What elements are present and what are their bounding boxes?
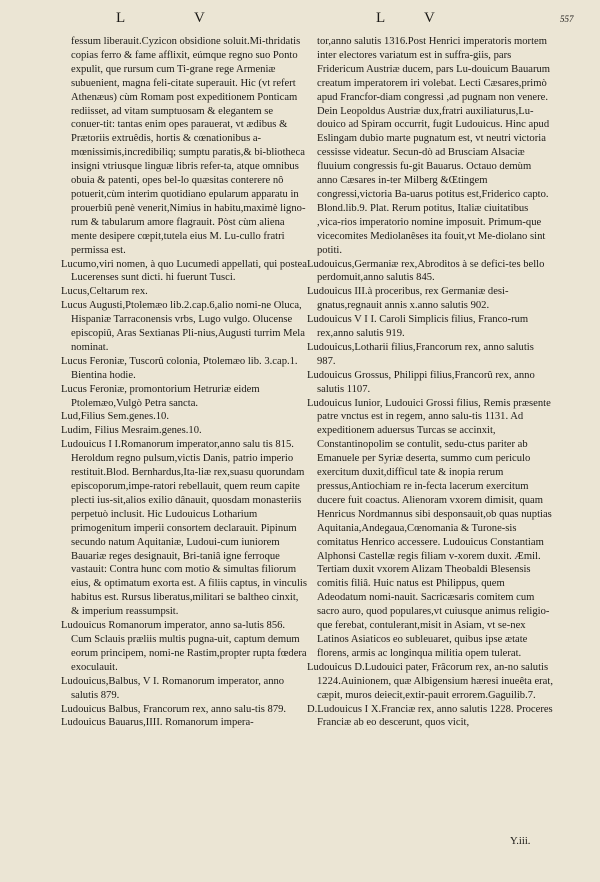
entry-paragraph: Ludouicus Balbus, Francorum rex, anno salu-tis 879. — [61, 703, 287, 715]
entry-paragraph: Lucus Feroniæ, promontorium Hetruriæ eidem Ptolemæo,Vulgò Petra sancta. — [61, 383, 260, 409]
header-letter-v-left: V — [194, 10, 206, 26]
page-number: 557 — [560, 14, 574, 24]
entry-paragraph: Lucus,Celtarum rex. — [61, 286, 148, 298]
entry-paragraph: Lucus Feroniæ, Tuscorû colonia, Ptolemæo lib. 3.cap.1. Bientina hodie. — [61, 355, 298, 381]
entry-paragraph: Ludouicus,Germaniæ rex,Abroditos à se defici-tes bello perdomuit,anno salutis 845. — [307, 258, 545, 284]
signature-mark: Y.iii. — [510, 836, 531, 847]
running-header — [0, 10, 600, 32]
entry-paragraph: Lucumo,viri nomen, à quo Lucumedi appellati, qui postea Lucerenses sunt dicti. hi fuerunt Tusci. — [61, 258, 307, 284]
entry-paragraph: Ludouicus V I I. Caroli Simplicis filius, Franco-rum rex,anno salutis 919. — [307, 314, 529, 340]
entry-paragraph: Ludouicus III.à proceribus, rex Germaniæ desi-gnatus,regnauit annis x.anno salutis 902. — [307, 286, 509, 312]
entry-paragraph: Lud,Filius Sem.genes.10. — [61, 411, 169, 423]
entry-paragraph: D.Ludouicus I X.Franciæ rex, anno salutis 1228. Proceres Franciæ ab eo descerunt, quos vicit, — [307, 703, 553, 729]
entry-paragraph: Ludouicus Grossus, Philippi filius,Francorû rex, anno salutis 1107. — [307, 369, 535, 395]
entry-paragraph: Ludouicus,Lotharii filius,Francorum rex, anno salutis 987. — [307, 341, 534, 367]
entry-paragraph: tor,anno salutis 1316.Post Henrici imperatoris mortem inter electores variatum est in suffra-giis, pars Fridericum Austriæ ducem, pars Lu-douicum Bauarum creatum imperatorem iri volebat. Lecti Cæsares,primò apud Francfor-diam congressi ,ad pugnam non venere. Dein Leopoldus Austriæ dux,fratri auxiliaturus,Lu-douico ad Spiram occurrit, fugit Ludouicus. Hinc apud Eslingam dubio marte pugnatum est, vt neutri victoria cessisse videatur. Secun-dò ad Brusciam Alsaciæ fluuium congressis fu-git Bauarus. Octauo demùm anno Cæsares in-ter Milberg &Œtingem congressi,victoria Ba-uarus potitus est,Friderico capto. Blond.lib.9. Plat. Rerum potitus, Italiæ ciuitatibus ,vica-rios imperatorio nomine imposuit. Primum-que vicecomites Mediolanêses ita fouit,vt Me-diolano sint potiti. — [317, 36, 551, 256]
entry-paragraph: Ludouicus Romanorum imperator, anno sa-lutis 856. Cum Sclauis præliis multis pugna-uit, captum demum eorum principem, nomi-ne Rastim,propter rupta fœdera exoculauit. — [61, 620, 307, 673]
right-column — [307, 35, 553, 730]
entry-paragraph: Ludouicus I I.Romanorum imperator,anno salu tis 815. Heroldum regno pulsum,victis Danis, patrio imperio restituit.Blod. Bernhardus,Ita-liæ rex,suasu quorundam episcoporum,impe-ratori rebellauit, quem reum capite plecti ius-sit,alios exilio dânauit, quosdam monasteriis perpetuò inclusit. Hic Ludouicus Lotharium primogenitum imperii consortem declarauit. Pipinum secundo natum Aquitaniæ, Ludoui-cum iuniorem Bauariæ reges designauit, Bri-taniâ igne ferroque vastauit: Contra hunc com motio & simultas filiorum eius, & optimatum exorta est. A filiis captus, in vinculis habitus est. Rursus liberatus,militari se baltheo cinxit, & imperium reassumpsit. — [61, 439, 307, 618]
header-letter-v-right: V — [424, 10, 436, 26]
entry-paragraph: Ludouicus,Balbus, V I. Romanorum imperator, anno salutis 879. — [61, 675, 285, 701]
entry-paragraph: fessum liberauit.Cyzicon obsidione soluit.Mi-thridatis copias ferro & fame afflixit, eúmque regno suo Ponto expulit, que rursum cum Ti-grane rege Armeniæ subuenient, magna feli-citate superauit. Hic (vt refert Athenæus) cùm Romam post expeditionem Ponticam rediisset, ad vitam sumptuosam & elegantem se conuer-tit: tantas enim opes parauerat, vt ædibus & Prætoriis extruêdis, hortis & cœnationibus a-mœnissimis,incredibiliq; sumptu paratis,& bi-bliotheca insigni vtriusque linguæ libris refer-ta, atque omnibus obuia & patenti, opes bel-lo quæsitas conterere nô potuerit,cùm interim quotidiano epularum apparatu in prouerbiû penè venerit,Nimius in habitu,maximè ligno-rum & tabularum amore flagrauit. Pòst cùm aliena mente desipere cœpit,tutela eius M. Lu-cullo fratri permissa est. — [71, 36, 306, 256]
entry-paragraph: Lucus Augusti,Ptolemæo lib.2.cap.6,alio nomi-ne Oluca, Hispaniæ Tarraconensis vrbs, Lugo vulgo. Olucense episcopiû, Aras Sextianas Pli-nius,Augusti turrim Mela nominat. — [61, 300, 305, 353]
entry-paragraph: Ludouicus D.Ludouici pater, Frâcorum rex, an-no salutis 1224.Auinionem, quæ Albigensium hæresi inueêta erat, cæpit, muros deiecit,extir-pauit errorem.Gaguilib.7. — [307, 661, 553, 701]
header-letter-l-left: L — [116, 10, 127, 26]
left-column — [61, 35, 307, 730]
entry-paragraph: Ludouicus Iunior, Ludouici Grossi filius, Remis præsente patre vnctus est in regem, anno salu-tis 1131. Ad expeditionem aduersus Turcas se accinxit, Constantinopolim se contulit, sedu-ctus pariter ab Emanuele per Syriæ deserta, summo cum periculo exercitum duxit,difficul tate & inopia rerum pressus,Antiochiam re in-fecta lacerum exercitum ducere fuit coactus. Alienoram vxorem dimisit, quam Henricus Nordmannus sibi desponsauit,ob quas nuptias Aquitania,Andegaua,Cœnomania & Turone-sis comitatus Henrico accessere. Ludouicus Constantiam Alphonsi Castellæ regis filiam v-xorem duxit. Æmil. Tertiam duxit vxorem Alizam Theobaldi Blesensis comitis filiâ. Huic natus est Philippus, quem Adeodatum nomi-nauit. Sacricæsaris comitem cum sacro auro, quod populares,vt cuiusque animus religio-que ferebat, contulerant,misit in Asiam, vt se-nex Latinos Asiaticos eo subleuaret, quibus ipse ætate florens, armis ac longinqua militia opem tulerat. — [307, 397, 552, 659]
entry-paragraph: Ludouicus Bauarus,IIII. Romanorum impera- — [61, 717, 254, 729]
entry-paragraph: Ludim, Filius Mesraim.genes.10. — [61, 425, 202, 437]
header-letter-l-right: L — [376, 10, 387, 26]
